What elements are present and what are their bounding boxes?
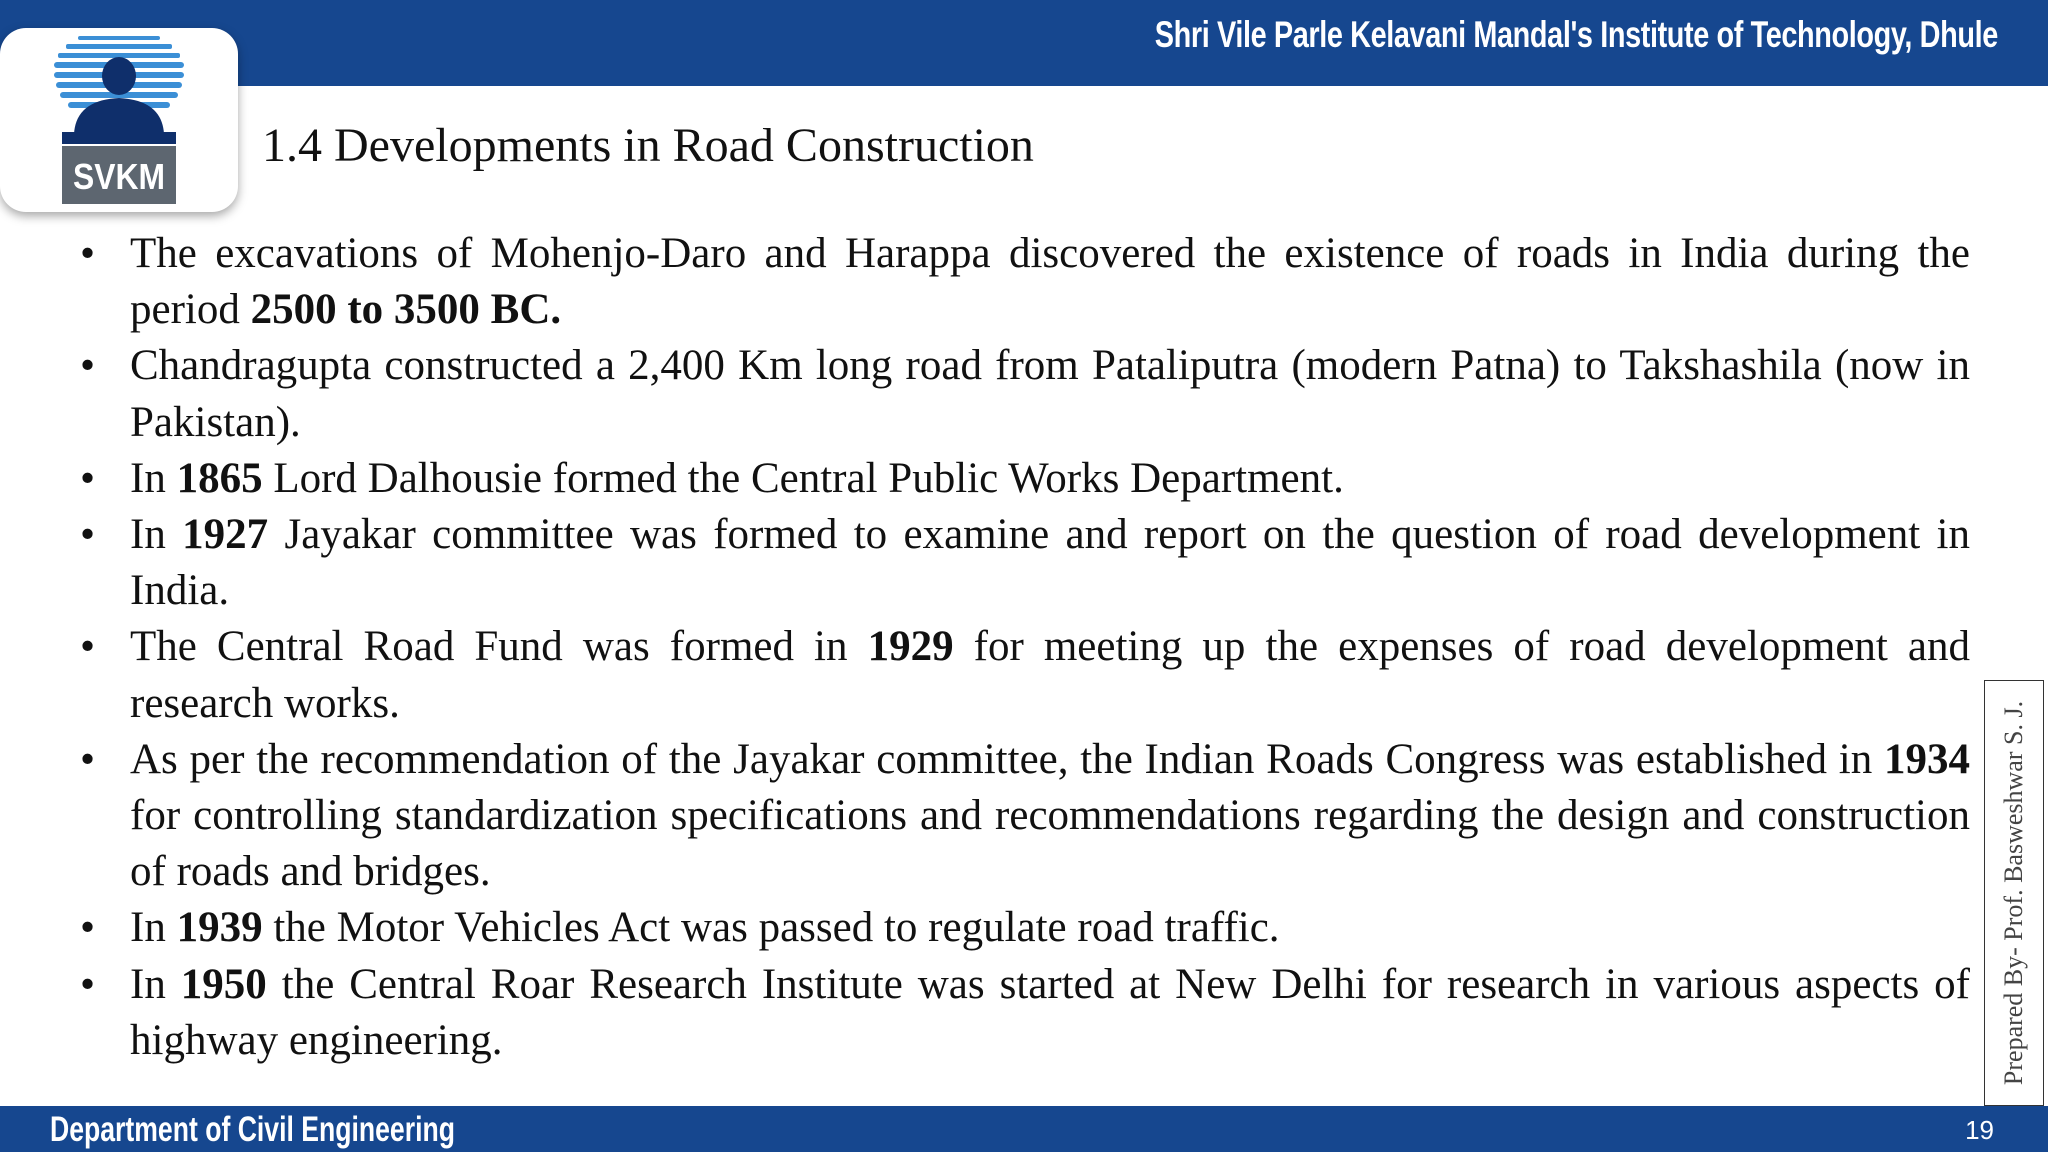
svg-text:SVKM: SVKM (73, 156, 165, 197)
bullet-text: In (130, 960, 181, 1008)
prepared-by-box (1984, 680, 2044, 1106)
bullet-item (80, 732, 1970, 901)
bullet-bold-text: 1929 (867, 623, 954, 671)
bullet-text: the Motor Vehicles Act was passed to regulate road traffic. (262, 904, 1280, 952)
bullet-bold-text: 1865 (176, 454, 263, 502)
bullet-text: In (130, 904, 177, 952)
bullet-bold-text: 1927 (182, 511, 269, 559)
bullet-item (80, 900, 1970, 956)
prepared-by-text: Prepared By- Prof. Basweshwar S. J. (1999, 700, 2028, 1086)
slide-title: 1.4 Developments in Road Construction (262, 119, 1034, 172)
bullet-item (80, 619, 1970, 731)
bullet-item (80, 957, 1970, 1069)
bullet-text: the Central Roar Research Institute was started at New Delhi for research in various aspects of highway engineering. (130, 960, 1970, 1064)
bullet-text: Jayakar committee was formed to examine and report on the question of road development in India. (130, 511, 1970, 615)
bullet-text: Lord Dalhousie formed the Central Public Works Department. (262, 454, 1344, 502)
bullet-list (80, 226, 1970, 1069)
header-bar (0, 0, 2048, 86)
bullet-item (80, 338, 1970, 450)
bullet-bold-text: 2500 to 3500 BC. (250, 286, 562, 334)
bullet-item (80, 451, 1970, 507)
bullet-text: The Central Road Fund was formed in (130, 623, 868, 671)
institute-name: Shri Vile Parle Kelavani Mandal's Institute of Technology, Dhule (1154, 14, 1998, 55)
bullet-text: As per the recommendation of the Jayakar committee, the Indian Roads Congress was established in (130, 735, 1884, 783)
bullet-text: for controlling standardization specifications and recommendations regarding the design and construction of roads and bridges. (130, 792, 1970, 896)
logo-card (0, 28, 238, 212)
bullet-item (80, 226, 1970, 338)
department-name: Department of Civil Engineering (50, 1110, 455, 1149)
bullet-text: The excavations of Mohenjo-Daro and Harappa discovered the existence of roads in India during the period (130, 230, 1970, 334)
bullet-bold-text: 1934 (1884, 735, 1970, 783)
bullet-text: for meeting up the expenses of road development and research works. (130, 623, 1971, 727)
bullet-text: Chandragupta constructed a 2,400 Km long road from Pataliputra (modern Patna) to Takshashila (now in Pakistan). (130, 342, 1970, 446)
footer-bar (0, 1106, 2048, 1152)
bullet-bold-text: 1939 (176, 904, 263, 952)
page-number: 19 (1965, 1115, 1994, 1145)
bullet-bold-text: 1950 (180, 960, 267, 1008)
bullet-item (80, 507, 1970, 619)
svkm-logo-icon (52, 36, 186, 206)
bullet-text: In (130, 454, 177, 502)
bullet-text: In (130, 511, 183, 559)
